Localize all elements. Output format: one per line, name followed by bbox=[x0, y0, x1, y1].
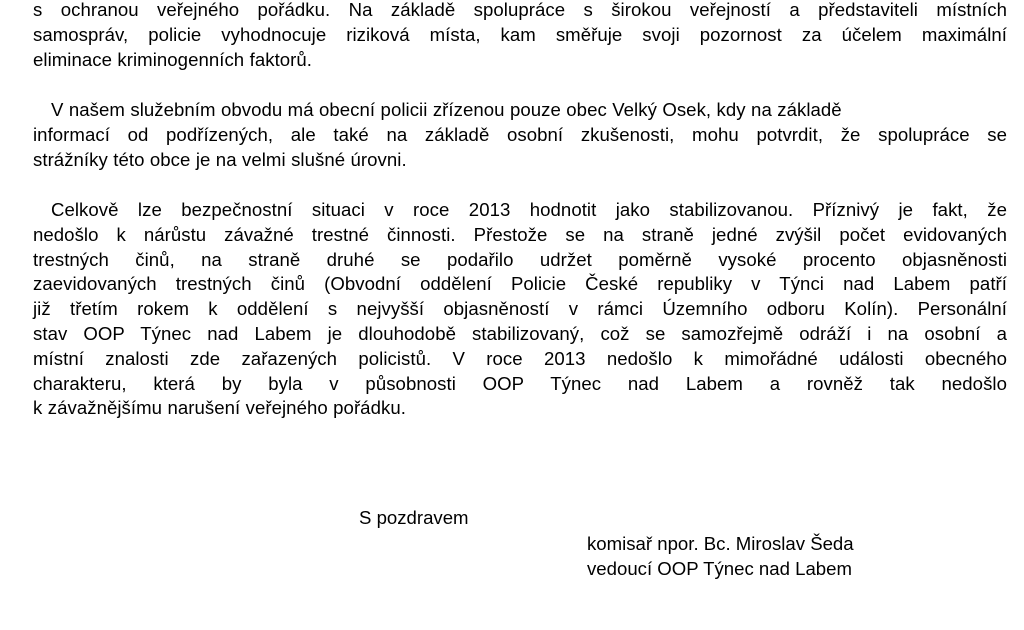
paragraph-3-line: místní znalosti zde zařazených policistů. V roce 2013 nedošlo k mimořádné události obecného bbox=[33, 347, 1007, 369]
paragraph-3-line: Celkově lze bezpečnostní situaci v roce 2013 hodnotit jako stabilizovanou. Příznivý je fakt, že bbox=[51, 199, 1007, 220]
paragraph-3-line: stav OOP Týnec nad Labem je dlouhodobě stabilizovaný, což se samozřejmě odráží i na osobní a bbox=[33, 322, 1007, 344]
paragraph-2-line: informací od podřízených, ale také na základě osobní zkušenosti, mohu potvrdit, že spolupráce se bbox=[33, 123, 1007, 145]
signature-title: vedoucí OOP Týnec nad Labem bbox=[587, 557, 852, 579]
paragraph-3 bbox=[33, 198, 1007, 421]
paragraph-2-line: V našem služebním obvodu má obecní policii zřízenou pouze obec Velký Osek, kdy na základě bbox=[51, 99, 842, 120]
paragraph-1-line: samospráv, policie vyhodnocuje riziková místa, kam směřuje svoji pozornost za účelem maximální bbox=[33, 23, 1007, 45]
paragraph-3-line: k závažnějšímu narušení veřejného pořádku. bbox=[33, 397, 406, 419]
paragraph-1-line: eliminace kriminogenních faktorů. bbox=[33, 48, 313, 70]
paragraph-3-line: trestných činů, na straně druhé se podařilo udržet poměrně vysoké procento objasněnosti bbox=[33, 248, 1007, 270]
paragraph-3-line: nedošlo k nárůstu závažné trestné činnosti. Přestože se na straně jedné zvýšil počet evidovaných bbox=[33, 223, 1007, 245]
paragraph-1-line: s ochranou veřejného pořádku. Na základě spolupráce s širokou veřejností a představiteli místních bbox=[33, 0, 1007, 20]
paragraph-1 bbox=[33, 0, 1007, 72]
signature-name: komisař npor. Bc. Miroslav Šeda bbox=[587, 533, 854, 554]
signature-block bbox=[587, 532, 854, 581]
paragraph-3-line: charakteru, která by byla v působnosti OOP Týnec nad Labem a rovněž tak nedošlo bbox=[33, 372, 1007, 394]
paragraph-2-line: strážníky této obce je na velmi slušné úrovni. bbox=[33, 148, 407, 170]
paragraph-3-line: zaevidovaných trestných činů (Obvodní oddělení Policie České republiky v Týnci nad Labem patří bbox=[33, 273, 1007, 295]
paragraph-2 bbox=[33, 98, 1007, 172]
paragraph-3-line: již třetím rokem k oddělení s nejvyšší objasněností v rámci Územního odboru Kolín). Personální bbox=[33, 298, 1007, 320]
closing-salutation: S pozdravem bbox=[359, 507, 469, 528]
document-page bbox=[33, 0, 1007, 630]
